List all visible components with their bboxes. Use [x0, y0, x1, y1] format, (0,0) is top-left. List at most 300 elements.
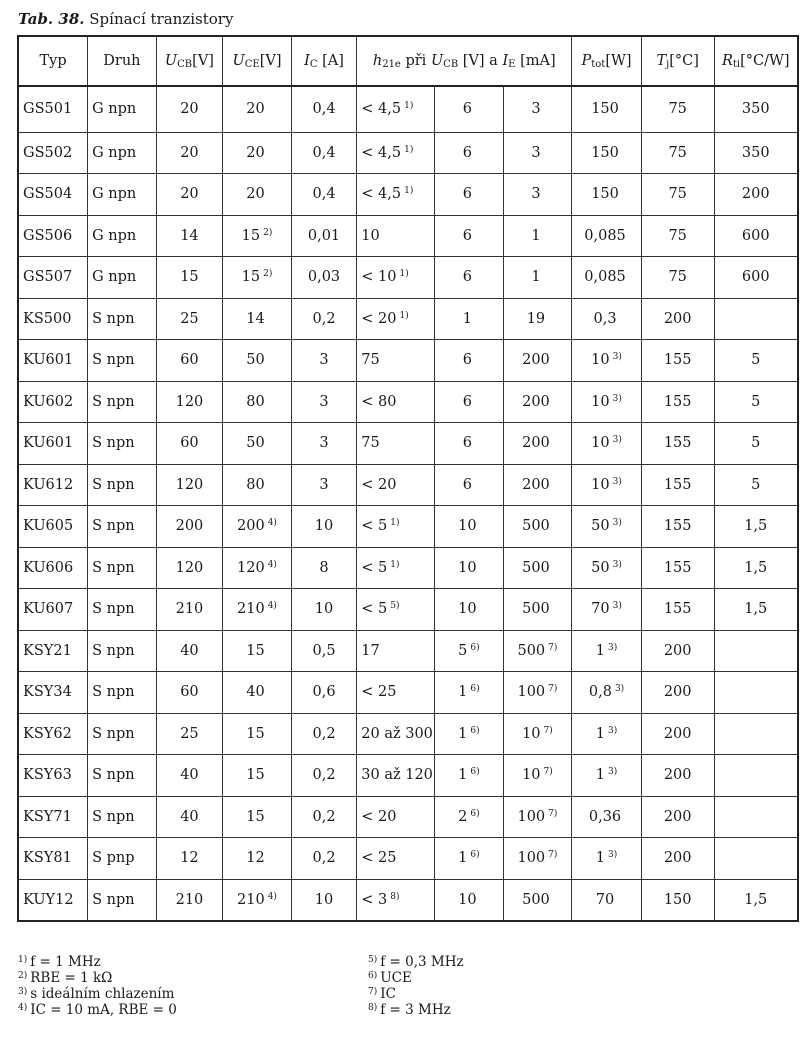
transistor-table	[17, 35, 799, 922]
header-uce: UCE[V]	[223, 36, 292, 86]
cell-tj: 200	[641, 630, 714, 672]
cell-u: 6	[435, 257, 504, 299]
cell-ucb: 60	[156, 340, 223, 382]
cell-u: 6	[435, 86, 504, 132]
footnote-item: $^{4)}$ IC = 10 mA, RBE = 0	[18, 1002, 177, 1018]
cell-druh: S npn	[88, 879, 157, 921]
footnote-ref: 4)	[267, 891, 277, 902]
cell-h21e: < 10 $^{1)}$	[357, 257, 435, 299]
cell-ucb: 60	[156, 423, 223, 465]
footnote-ref: 6)	[470, 808, 480, 819]
cell-ic: 3	[291, 464, 357, 506]
cell-rti	[714, 838, 798, 880]
cell-tj: 200	[641, 713, 714, 755]
cell-i: 100 $^{7)}$	[503, 838, 572, 880]
cell-druh: S npn	[88, 506, 157, 548]
cell-ptot: 10 $^{3)}$	[572, 423, 642, 465]
cell-druh: S npn	[88, 423, 157, 465]
cell-i: 19	[503, 298, 572, 340]
cell-druh: G npn	[88, 215, 157, 257]
cell-ucb: 60	[156, 672, 223, 714]
cell-h21e: < 4,5 $^{1)}$	[357, 174, 435, 216]
cell-uce: 14	[223, 298, 292, 340]
cell-rti: 5	[714, 381, 798, 423]
footnote-item: $^{6)}$ UCE	[368, 970, 412, 986]
cell-ic: 8	[291, 547, 357, 589]
cell-ptot: 150	[572, 132, 642, 174]
cell-rti: 5	[714, 423, 798, 465]
cell-typ: KUY12	[18, 879, 88, 921]
table-row	[18, 257, 798, 299]
table-row	[18, 838, 798, 880]
cell-druh: S npn	[88, 755, 157, 797]
cell-i: 3	[503, 174, 572, 216]
cell-ptot: 10 $^{3)}$	[572, 340, 642, 382]
cell-h21e: 20 až 300	[357, 713, 435, 755]
cell-h21e: < 20	[357, 464, 435, 506]
footnote-ref: 7)	[548, 684, 558, 695]
cell-i: 500	[503, 879, 572, 921]
cell-ptot: 10 $^{3)}$	[572, 381, 642, 423]
cell-tj: 155	[641, 547, 714, 589]
cell-typ: KS500	[18, 298, 88, 340]
footnote-ref: 1)	[404, 144, 414, 155]
cell-rti: 1,5	[714, 506, 798, 548]
footnote-ref: 3)	[612, 393, 622, 404]
cell-ptot: 1 $^{3)}$	[572, 713, 642, 755]
cell-druh: S npn	[88, 589, 157, 631]
cell-druh: S npn	[88, 796, 157, 838]
cell-typ: KU606	[18, 547, 88, 589]
table-row	[18, 879, 798, 921]
footnote-ref: 1)	[390, 518, 400, 529]
cell-typ: KU605	[18, 506, 88, 548]
cell-ic: 3	[291, 423, 357, 465]
cell-ptot: 150	[572, 86, 642, 132]
cell-ic: 0,2	[291, 838, 357, 880]
cell-u: 6	[435, 381, 504, 423]
cell-typ: KU612	[18, 464, 88, 506]
cell-typ: KSY63	[18, 755, 88, 797]
cell-druh: S npn	[88, 298, 157, 340]
cell-typ: GS502	[18, 132, 88, 174]
cell-ucb: 40	[156, 755, 223, 797]
cell-tj: 155	[641, 340, 714, 382]
cell-ptot: 0,085	[572, 257, 642, 299]
footnote-ref: 1)	[399, 269, 409, 280]
table-row	[18, 381, 798, 423]
cell-ptot: 0,36	[572, 796, 642, 838]
cell-ucb: 20	[156, 86, 223, 132]
cell-druh: S npn	[88, 547, 157, 589]
cell-tj: 155	[641, 506, 714, 548]
footnote-ref: 5)	[390, 601, 400, 612]
table-row	[18, 630, 798, 672]
footnote-ref: 1)	[399, 310, 409, 321]
cell-ptot: 70 $^{3)}$	[572, 589, 642, 631]
cell-uce: 15	[223, 796, 292, 838]
cell-ptot: 1 $^{3)}$	[572, 755, 642, 797]
cell-typ: KSY71	[18, 796, 88, 838]
footnote-ref: 3)	[612, 518, 622, 529]
cell-h21e: < 80	[357, 381, 435, 423]
cell-h21e: 30 až 120	[357, 755, 435, 797]
cell-h21e: < 20 $^{1)}$	[357, 298, 435, 340]
cell-i: 10 $^{7)}$	[503, 713, 572, 755]
table-row	[18, 340, 798, 382]
cell-h21e: < 5 $^{5)}$	[357, 589, 435, 631]
footnote-ref: 4)	[267, 518, 277, 529]
header-tj: Tj[°C]	[641, 36, 714, 86]
cell-rti: 600	[714, 257, 798, 299]
cell-ucb: 210	[156, 879, 223, 921]
cell-ucb: 20	[156, 174, 223, 216]
cell-u: 1 $^{6)}$	[435, 838, 504, 880]
cell-u: 6	[435, 340, 504, 382]
cell-druh: S npn	[88, 672, 157, 714]
cell-uce: 15 $^{2)}$	[223, 215, 292, 257]
table-row	[18, 713, 798, 755]
cell-u: 1 $^{6)}$	[435, 713, 504, 755]
cell-ic: 0,03	[291, 257, 357, 299]
header-h21e: h21e při UCB [V] a IE [mA]	[357, 36, 572, 86]
cell-rti: 350	[714, 86, 798, 132]
cell-ic: 0,2	[291, 298, 357, 340]
cell-u: 6	[435, 132, 504, 174]
cell-tj: 155	[641, 464, 714, 506]
cell-ic: 0,2	[291, 796, 357, 838]
cell-druh: G npn	[88, 86, 157, 132]
footnote-ref: 6)	[470, 767, 480, 778]
cell-typ: KSY21	[18, 630, 88, 672]
footnote-ref: 4)	[267, 559, 277, 570]
cell-tj: 200	[641, 672, 714, 714]
cell-h21e: < 25	[357, 838, 435, 880]
table-row	[18, 589, 798, 631]
cell-tj: 75	[641, 215, 714, 257]
cell-rti: 5	[714, 464, 798, 506]
cell-i: 1	[503, 257, 572, 299]
footnote-ref: 7)	[548, 808, 558, 819]
cell-rti: 1,5	[714, 589, 798, 631]
footnote-ref: 7)	[543, 725, 553, 736]
cell-i: 100 $^{7)}$	[503, 672, 572, 714]
cell-u: 10	[435, 547, 504, 589]
cell-ucb: 14	[156, 215, 223, 257]
cell-u: 10	[435, 589, 504, 631]
cell-i: 500	[503, 506, 572, 548]
cell-uce: 200 $^{4)}$	[223, 506, 292, 548]
cell-ptot: 70	[572, 879, 642, 921]
cell-ptot: 0,085	[572, 215, 642, 257]
cell-rti	[714, 755, 798, 797]
cell-ic: 0,4	[291, 86, 357, 132]
footnote-ref: 3)	[612, 601, 622, 612]
cell-ic: 0,5	[291, 630, 357, 672]
cell-druh: S npn	[88, 464, 157, 506]
cell-ptot: 50 $^{3)}$	[572, 506, 642, 548]
cell-tj: 75	[641, 174, 714, 216]
cell-rti: 5	[714, 340, 798, 382]
footnote-item: $^{5)}$ f = 0,3 MHz	[368, 954, 464, 970]
cell-uce: 40	[223, 672, 292, 714]
cell-i: 3	[503, 132, 572, 174]
cell-u: 6	[435, 464, 504, 506]
cell-ic: 10	[291, 589, 357, 631]
footnote-ref: 7)	[543, 767, 553, 778]
header-typ: Typ	[18, 36, 88, 86]
footnotes-left	[18, 953, 177, 1017]
footnote-ref: 3)	[608, 642, 618, 653]
cell-uce: 15	[223, 755, 292, 797]
footnote-ref: 2)	[263, 269, 273, 280]
footnote-ref: 1)	[390, 559, 400, 570]
footnote-ref: 7)	[548, 642, 558, 653]
cell-ucb: 12	[156, 838, 223, 880]
footnote-item: $^{8)}$ f = 3 MHz	[368, 1002, 451, 1018]
cell-ic: 3	[291, 381, 357, 423]
footnote-ref: 6)	[470, 725, 480, 736]
cell-ic: 0,01	[291, 215, 357, 257]
cell-h21e: < 4,5 $^{1)}$	[357, 86, 435, 132]
cell-rti	[714, 630, 798, 672]
cell-rti: 350	[714, 132, 798, 174]
cell-uce: 50	[223, 340, 292, 382]
cell-i: 200	[503, 423, 572, 465]
cell-u: 10	[435, 506, 504, 548]
caption-title: Spínací tranzistory	[89, 10, 234, 28]
cell-typ: KU601	[18, 423, 88, 465]
cell-uce: 15 $^{2)}$	[223, 257, 292, 299]
cell-typ: GS507	[18, 257, 88, 299]
cell-ptot: 10 $^{3)}$	[572, 464, 642, 506]
header-row	[18, 36, 798, 86]
footnote-ref: 2)	[263, 227, 273, 238]
cell-uce: 210 $^{4)}$	[223, 589, 292, 631]
cell-h21e: < 5 $^{1)}$	[357, 506, 435, 548]
footnote-ref: 6)	[470, 684, 480, 695]
cell-ucb: 25	[156, 713, 223, 755]
cell-ucb: 25	[156, 298, 223, 340]
cell-u: 5 $^{6)}$	[435, 630, 504, 672]
footnote-item: $^{3)}$ s ideálním chlazením	[18, 986, 175, 1002]
footnote-ref: 8)	[390, 891, 400, 902]
cell-tj: 155	[641, 589, 714, 631]
cell-tj: 200	[641, 838, 714, 880]
cell-uce: 120 $^{4)}$	[223, 547, 292, 589]
footnote-ref: 3)	[608, 850, 618, 861]
cell-uce: 80	[223, 464, 292, 506]
cell-tj: 75	[641, 86, 714, 132]
table-row	[18, 672, 798, 714]
cell-i: 3	[503, 86, 572, 132]
table-row	[18, 755, 798, 797]
cell-tj: 75	[641, 257, 714, 299]
cell-h21e: 17	[357, 630, 435, 672]
cell-tj: 200	[641, 755, 714, 797]
cell-ic: 0,4	[291, 132, 357, 174]
cell-ucb: 120	[156, 547, 223, 589]
cell-i: 200	[503, 464, 572, 506]
header-rti: Rti[°C/W]	[714, 36, 798, 86]
cell-ic: 0,6	[291, 672, 357, 714]
cell-uce: 15	[223, 713, 292, 755]
cell-druh: S npn	[88, 630, 157, 672]
cell-ptot: 0,3	[572, 298, 642, 340]
footnote-ref: 6)	[470, 642, 480, 653]
footnotes-right	[368, 953, 464, 1017]
footnote-ref: 3)	[612, 352, 622, 363]
cell-rti: 1,5	[714, 547, 798, 589]
footnote-ref: 3)	[612, 559, 622, 570]
cell-druh: G npn	[88, 174, 157, 216]
cell-ptot: 1 $^{3)}$	[572, 630, 642, 672]
cell-typ: KSY34	[18, 672, 88, 714]
cell-u: 2 $^{6)}$	[435, 796, 504, 838]
cell-rti	[714, 796, 798, 838]
cell-u: 6	[435, 174, 504, 216]
cell-i: 100 $^{7)}$	[503, 796, 572, 838]
cell-h21e: < 20	[357, 796, 435, 838]
cell-rti	[714, 298, 798, 340]
header-ic: IC [A]	[291, 36, 357, 86]
table-row	[18, 86, 798, 132]
header-druh: Druh	[88, 36, 157, 86]
footnote-ref: 7)	[548, 850, 558, 861]
cell-ptot: 50 $^{3)}$	[572, 547, 642, 589]
cell-ucb: 120	[156, 464, 223, 506]
cell-i: 500 $^{7)}$	[503, 630, 572, 672]
cell-typ: KU607	[18, 589, 88, 631]
cell-h21e: 75	[357, 340, 435, 382]
cell-tj: 75	[641, 132, 714, 174]
cell-typ: KSY81	[18, 838, 88, 880]
cell-ic: 10	[291, 879, 357, 921]
cell-u: 1	[435, 298, 504, 340]
cell-rti: 200	[714, 174, 798, 216]
cell-tj: 200	[641, 298, 714, 340]
cell-typ: GS506	[18, 215, 88, 257]
footnote-ref: 3)	[612, 435, 622, 446]
cell-ptot: 0,8 $^{3)}$	[572, 672, 642, 714]
table-row	[18, 215, 798, 257]
cell-typ: KU601	[18, 340, 88, 382]
cell-druh: G npn	[88, 132, 157, 174]
cell-rti: 600	[714, 215, 798, 257]
cell-tj: 200	[641, 796, 714, 838]
cell-i: 500	[503, 589, 572, 631]
cell-u: 6	[435, 423, 504, 465]
cell-rti	[714, 672, 798, 714]
cell-druh: G npn	[88, 257, 157, 299]
caption-label: Tab. 38.	[18, 10, 85, 28]
cell-i: 200	[503, 381, 572, 423]
cell-ucb: 40	[156, 630, 223, 672]
cell-ucb: 20	[156, 132, 223, 174]
cell-uce: 210 $^{4)}$	[223, 879, 292, 921]
table-row	[18, 547, 798, 589]
cell-tj: 155	[641, 423, 714, 465]
cell-typ: KSY62	[18, 713, 88, 755]
table-row	[18, 132, 798, 174]
cell-uce: 20	[223, 132, 292, 174]
cell-i: 1	[503, 215, 572, 257]
footnote-ref: 3)	[608, 725, 618, 736]
table-row	[18, 174, 798, 216]
footnote-ref: 6)	[470, 850, 480, 861]
footnote-ref: 3)	[608, 767, 618, 778]
footnote-ref: 1)	[404, 186, 414, 197]
footnote-ref: 3)	[612, 476, 622, 487]
cell-ucb: 15	[156, 257, 223, 299]
cell-druh: S npn	[88, 713, 157, 755]
cell-tj: 155	[641, 381, 714, 423]
cell-i: 500	[503, 547, 572, 589]
cell-ic: 0,2	[291, 713, 357, 755]
cell-uce: 20	[223, 86, 292, 132]
cell-ucb: 200	[156, 506, 223, 548]
cell-u: 10	[435, 879, 504, 921]
table-row	[18, 423, 798, 465]
table-row	[18, 298, 798, 340]
cell-i: 10 $^{7)}$	[503, 755, 572, 797]
cell-uce: 20	[223, 174, 292, 216]
table-row	[18, 464, 798, 506]
cell-h21e: < 5 $^{1)}$	[357, 547, 435, 589]
footnote-ref: 1)	[404, 101, 414, 112]
cell-h21e: < 25	[357, 672, 435, 714]
cell-i: 200	[503, 340, 572, 382]
header-ucb: UCB[V]	[156, 36, 223, 86]
cell-h21e: < 4,5 $^{1)}$	[357, 132, 435, 174]
cell-h21e: < 3 $^{8)}$	[357, 879, 435, 921]
cell-u: 6	[435, 215, 504, 257]
cell-uce: 50	[223, 423, 292, 465]
footnote-item: $^{2)}$ RBE = 1 kΩ	[18, 970, 113, 986]
table-row	[18, 796, 798, 838]
table-row	[18, 506, 798, 548]
cell-u: 1 $^{6)}$	[435, 755, 504, 797]
cell-typ: KU602	[18, 381, 88, 423]
cell-druh: S pnp	[88, 838, 157, 880]
cell-tj: 150	[641, 879, 714, 921]
cell-typ: GS501	[18, 86, 88, 132]
cell-h21e: 75	[357, 423, 435, 465]
cell-h21e: 10	[357, 215, 435, 257]
cell-druh: S npn	[88, 381, 157, 423]
cell-ic: 3	[291, 340, 357, 382]
cell-rti	[714, 713, 798, 755]
cell-ic: 0,4	[291, 174, 357, 216]
footnote-item: $^{1)}$ f = 1 MHz	[18, 954, 101, 970]
cell-uce: 80	[223, 381, 292, 423]
cell-ptot: 1 $^{3)}$	[572, 838, 642, 880]
header-ptot: Ptot[W]	[572, 36, 642, 86]
cell-ic: 0,2	[291, 755, 357, 797]
cell-uce: 12	[223, 838, 292, 880]
footnote-ref: 4)	[267, 601, 277, 612]
cell-ic: 10	[291, 506, 357, 548]
cell-typ: GS504	[18, 174, 88, 216]
footnote-item: $^{7)}$ IC	[368, 986, 396, 1002]
cell-uce: 15	[223, 630, 292, 672]
footnote-ref: 3)	[614, 684, 625, 695]
table-caption	[18, 10, 233, 28]
cell-ucb: 120	[156, 381, 223, 423]
cell-ptot: 150	[572, 174, 642, 216]
cell-druh: S npn	[88, 340, 157, 382]
cell-u: 1 $^{6)}$	[435, 672, 504, 714]
